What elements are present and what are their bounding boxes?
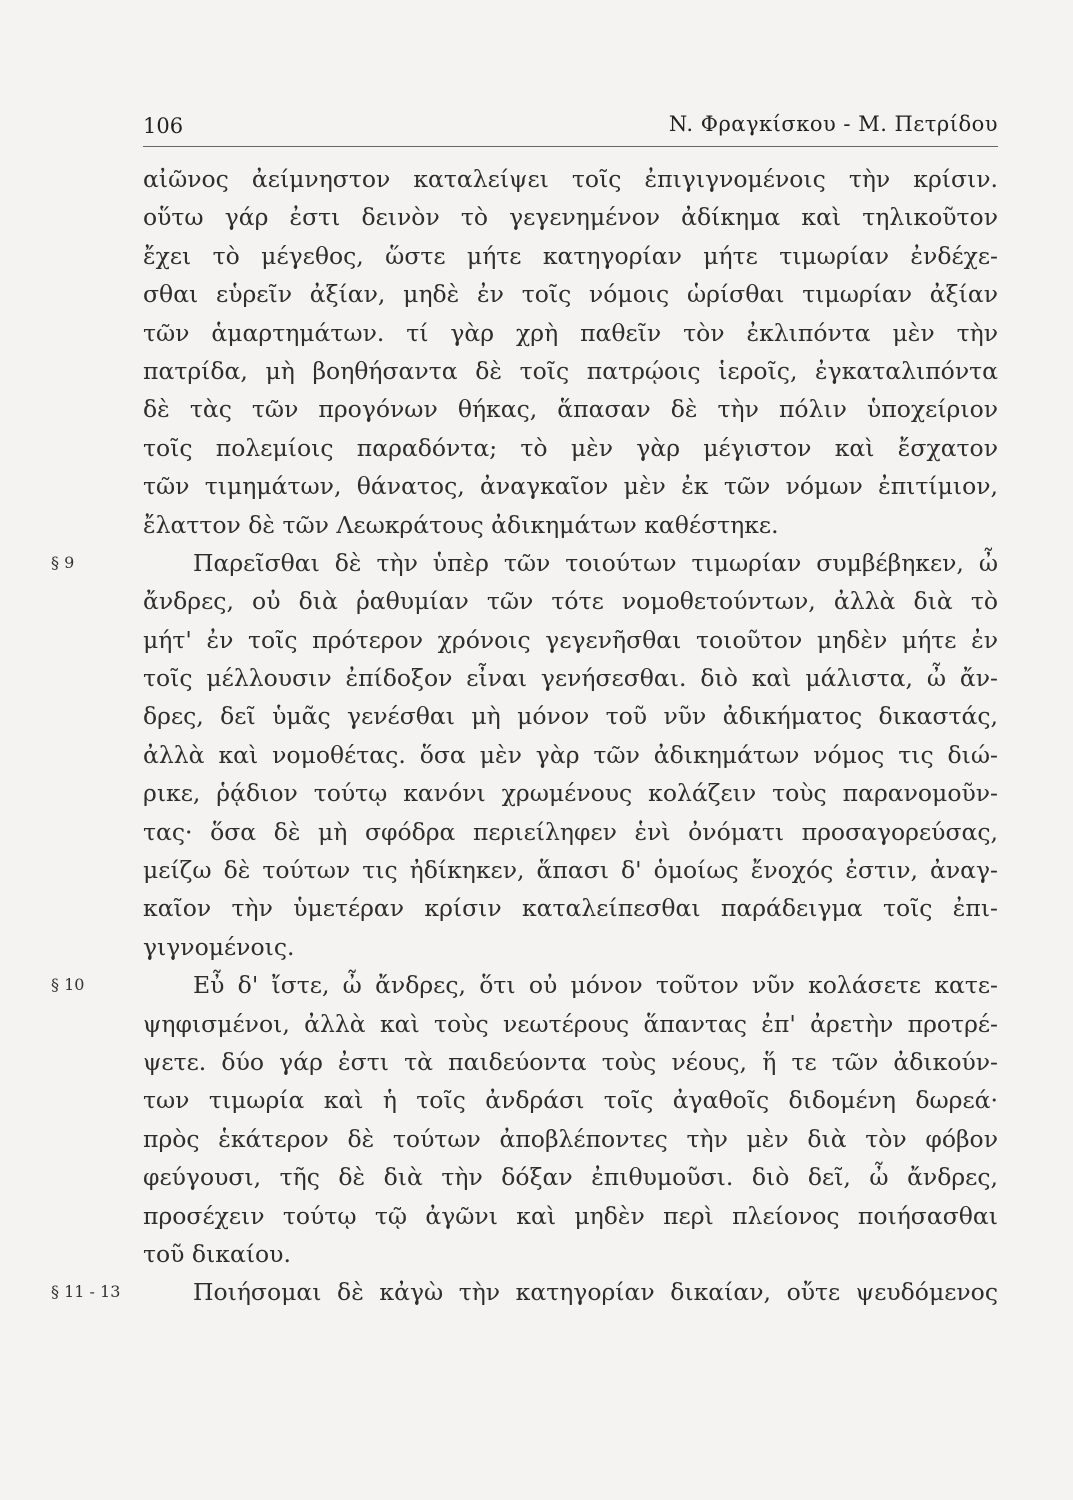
line-text: δὲ τὰς τῶν προγόνων θήκας, ἅπασαν δὲ τὴν πόλιν ὑποχείριον bbox=[143, 395, 998, 424]
text-line bbox=[143, 467, 998, 505]
text-line bbox=[143, 928, 998, 966]
text-line bbox=[143, 275, 998, 313]
line-text: σθαι εὑρεῖν ἀξίαν, μηδὲ ἐν τοῖς νόμοις ὡρίσθαι τιμωρίαν ἀξίαν bbox=[143, 280, 998, 309]
line-text: των τιμωρία καὶ ἡ τοῖς ἀνδράσι τοῖς ἀγαθοῖς διδομένη δωρεά· bbox=[143, 1086, 998, 1115]
line-text: ἔλαττον δὲ τῶν Λεωκράτους ἀδικημάτων καθέστηκε. bbox=[143, 510, 779, 539]
text-line bbox=[143, 621, 998, 659]
text-line bbox=[143, 352, 998, 390]
text-body bbox=[51, 160, 998, 1312]
text-line bbox=[143, 697, 998, 735]
text-line bbox=[143, 774, 998, 812]
line-text: πρὸς ἑκάτερον δὲ τούτων ἀποβλέποντες τὴν μὲν διὰ τὸν φόβον bbox=[143, 1124, 998, 1153]
text-line bbox=[143, 506, 998, 544]
line-text: ψετε. δύο γάρ ἐστι τὰ παιδεύοντα τοὺς νέους, ἥ τε τῶν ἀδικούν- bbox=[143, 1047, 998, 1076]
line-text: μήτ' ἐν τοῖς πρότερον χρόνοις γεγενῆσθαι τοιοῦτον μηδὲν μήτε ἐν bbox=[143, 625, 998, 654]
line-text: Παρεῖσθαι δὲ τὴν ὑπὲρ τῶν τοιούτων τιμωρίαν συμβέβηκεν, ὦ bbox=[193, 548, 998, 577]
line-text: προσέχειν τούτῳ τῷ ἀγῶνι καὶ μηδὲν περὶ πλείονος ποιήσασθαι bbox=[143, 1201, 998, 1230]
text-line bbox=[143, 1005, 998, 1043]
line-text: τοῦ δικαίου. bbox=[143, 1239, 291, 1268]
line-text: δρες, δεῖ ὑμᾶς γενέσθαι μὴ μόνον τοῦ νῦν ἀδικήματος δικαστάς, bbox=[143, 702, 998, 731]
running-head: N. Φραγκίσκου - M. Πετρίδου bbox=[668, 112, 998, 136]
line-text: τοῖς μέλλουσιν ἐπίδοξον εἶναι γενήσεσθαι. διὸ καὶ μάλιστα, ὦ ἄν- bbox=[143, 664, 998, 693]
text-line bbox=[51, 544, 998, 582]
text-line bbox=[143, 659, 998, 697]
line-text: τῶν ἁμαρτημάτων. τί γὰρ χρὴ παθεῖν τὸν ἐκλιπόντα μὲν τὴν bbox=[143, 318, 998, 347]
text-line bbox=[143, 314, 998, 352]
page-header bbox=[143, 108, 998, 148]
text-line bbox=[143, 1043, 998, 1081]
text-line bbox=[143, 813, 998, 851]
line-text: τας· ὅσα δὲ μὴ σφόδρα περιείληφεν ἑνὶ ὀνόματι προσαγορεύσας, bbox=[143, 817, 998, 846]
text-line bbox=[143, 1120, 998, 1158]
line-text: καῖον τὴν ὑμετέραν κρίσιν καταλείπεσθαι παράδειγμα τοῖς ἐπι- bbox=[143, 894, 998, 923]
text-line bbox=[143, 1235, 998, 1273]
text-line bbox=[143, 1158, 998, 1196]
line-text: ἄνδρες, οὐ διὰ ῥαθυμίαν τῶν τότε νομοθετούντων, ἀλλὰ διὰ τὸ bbox=[143, 587, 998, 616]
text-line bbox=[143, 736, 998, 774]
text-line bbox=[51, 1273, 998, 1311]
text-line bbox=[143, 237, 998, 275]
line-text: αἰῶνος ἀείμνηστον καταλείψει τοῖς ἐπιγιγνομένοις τὴν κρίσιν. bbox=[143, 165, 998, 193]
line-text: τοῖς πολεμίοις παραδόντα; τὸ μὲν γὰρ μέγιστον καὶ ἔσχατον bbox=[143, 433, 998, 462]
text-line bbox=[143, 429, 998, 467]
line-text: οὕτω γάρ ἐστι δεινὸν τὸ γεγενημένον ἀδίκημα καὶ τηλικοῦτον bbox=[143, 203, 998, 232]
line-text: ψηφισμένοι, ἀλλὰ καὶ τοὺς νεωτέρους ἅπαντας ἐπ' ἀρετὴν προτρέ- bbox=[143, 1009, 998, 1038]
text-line bbox=[143, 1081, 998, 1119]
line-text: γιγνομένοις. bbox=[143, 932, 295, 961]
line-text: τῶν τιμημάτων, θάνατος, ἀναγκαῖον μὲν ἐκ τῶν νόμων ἐπιτίμιον, bbox=[143, 472, 998, 501]
line-text: ἔχει τὸ μέγεθος, ὥστε μήτε κατηγορίαν μήτε τιμωρίαν ἐνδέχε- bbox=[143, 241, 998, 270]
line-text: ἀλλὰ καὶ νομοθέτας. ὅσα μὲν γὰρ τῶν ἀδικημάτων νόμος τις διώ- bbox=[143, 740, 998, 769]
text-line bbox=[143, 889, 998, 927]
text-line bbox=[143, 582, 998, 620]
line-text: ρικε, ῥᾴδιον τούτῳ κανόνι χρωμένους κολάζειν τοὺς παρανομοῦν- bbox=[143, 779, 998, 808]
text-line bbox=[143, 1197, 998, 1235]
section-marker: § 11 - 13 bbox=[51, 1282, 121, 1302]
text-line bbox=[143, 198, 998, 236]
page-number: 106 bbox=[143, 114, 184, 138]
section-marker: § 10 bbox=[51, 975, 85, 995]
line-text: φεύγουσι, τῆς δὲ διὰ τὴν δόξαν ἐπιθυμοῦσι. διὸ δεῖ, ὦ ἄνδρες, bbox=[143, 1163, 998, 1192]
text-line bbox=[143, 160, 998, 198]
line-text: Ποιήσομαι δὲ κἀγὼ τὴν κατηγορίαν δικαίαν, οὔτε ψευδόμενος bbox=[193, 1278, 998, 1307]
text-line bbox=[143, 851, 998, 889]
line-text: μείζω δὲ τούτων τις ἠδίκηκεν, ἅπασι δ' ὁμοίως ἔνοχός ἐστιν, ἀναγ- bbox=[143, 856, 998, 885]
text-line bbox=[143, 390, 998, 428]
text-line bbox=[51, 966, 998, 1004]
header-rule bbox=[143, 146, 998, 147]
section-marker: § 9 bbox=[51, 552, 75, 572]
line-text: Εὖ δ' ἴστε, ὦ ἄνδρες, ὅτι οὐ μόνον τοῦτον νῦν κολάσετε κατε- bbox=[193, 971, 998, 1000]
line-text: πατρίδα, μὴ βοηθήσαντα δὲ τοῖς πατρῴοις ἱεροῖς, ἐγκαταλιπόντα bbox=[143, 356, 998, 385]
